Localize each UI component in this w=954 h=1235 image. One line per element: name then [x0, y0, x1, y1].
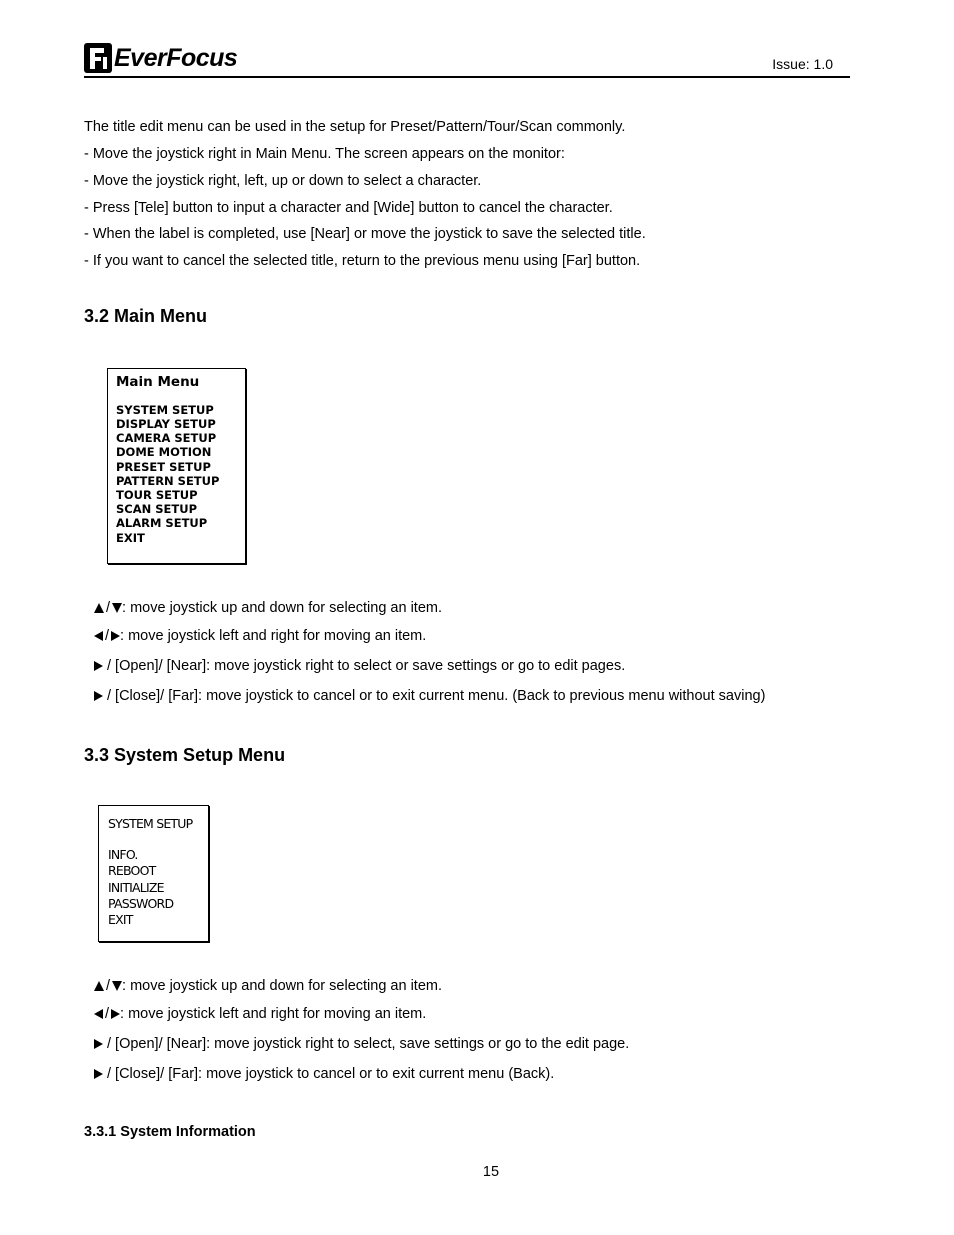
- down-triangle-icon: [112, 603, 122, 613]
- intro-line: - Move the joystick right in Main Menu. The screen appears on the monitor:: [84, 146, 565, 162]
- nav-instruction-up-down: / : move joystick up and down for selecting an item.: [94, 600, 442, 616]
- osd-item: PATTERN SETUP: [116, 474, 220, 488]
- page-number: 15: [482, 1164, 500, 1180]
- issue-number: Issue: 1.0: [772, 56, 833, 72]
- main-menu-osd: [107, 368, 246, 564]
- osd-item: TOUR SETUP: [116, 488, 198, 502]
- left-triangle-icon: [94, 1009, 103, 1019]
- osd-item: CAMERA SETUP: [116, 431, 217, 445]
- osd-item: DISPLAY SETUP: [116, 417, 216, 431]
- right-triangle-icon: [111, 1009, 120, 1019]
- everfocus-logo: [84, 42, 237, 74]
- down-triangle-icon: [112, 981, 122, 991]
- page-header: [84, 42, 850, 78]
- nav-instruction-open: / [Open]/ [Near]: move joystick right to select or save settings or go to edit pages.: [94, 658, 625, 674]
- nav-instruction-close: / [Close]/ [Far]: move joystick to cancel or to exit current menu (Back).: [94, 1066, 554, 1082]
- intro-line: - Move the joystick right, left, up or down to select a character.: [84, 173, 482, 189]
- up-triangle-icon: [94, 603, 104, 613]
- section-heading-main-menu: 3.2 Main Menu: [84, 306, 208, 326]
- intro-line: The title edit menu can be used in the setup for Preset/Pattern/Tour/Scan commonly.: [84, 119, 626, 135]
- osd-item: ALARM SETUP: [116, 516, 208, 530]
- osd-item: PRESET SETUP: [116, 460, 211, 474]
- nav-instruction-up-down: / : move joystick up and down for selecting an item.: [94, 978, 442, 994]
- osd-item: EXIT: [108, 912, 133, 927]
- osd-item: REBOOT: [108, 863, 156, 878]
- right-triangle-icon: [94, 1069, 103, 1079]
- intro-line: - Press [Tele] button to input a character and [Wide] button to cancel the character.: [84, 200, 613, 216]
- intro-line: - When the label is completed, use [Near] or move the joystick to save the selected title.: [84, 226, 646, 242]
- osd-title: Main Menu: [116, 374, 200, 390]
- nav-instruction-left-right: / : move joystick left and right for moving an item.: [94, 628, 426, 644]
- osd-item: DOME MOTION: [116, 445, 212, 459]
- osd-item: INFO.: [108, 847, 138, 862]
- nav-instruction-left-right: / : move joystick left and right for moving an item.: [94, 1006, 426, 1022]
- left-triangle-icon: [94, 631, 103, 641]
- logo-wordmark: EverFocus: [114, 43, 238, 72]
- right-triangle-icon: [94, 691, 103, 701]
- up-triangle-icon: [94, 981, 104, 991]
- system-setup-osd: [98, 805, 209, 942]
- section-heading-system-setup: 3.3 System Setup Menu: [84, 745, 286, 765]
- nav-instruction-open: / [Open]/ [Near]: move joystick right to select, save settings or go to the edit page.: [94, 1036, 629, 1052]
- right-triangle-icon: [94, 661, 103, 671]
- intro-line: - If you want to cancel the selected title, return to the previous menu using [Far] button.: [84, 253, 641, 269]
- osd-item: SYSTEM SETUP: [116, 403, 214, 417]
- subsection-heading-system-information: 3.3.1 System Information: [84, 1124, 256, 1140]
- osd-item: EXIT: [116, 531, 145, 545]
- everfocus-logo-icon: [84, 43, 112, 73]
- osd-item: SCAN SETUP: [116, 502, 197, 516]
- osd-title: SYSTEM SETUP: [108, 816, 193, 831]
- right-triangle-icon: [111, 631, 120, 641]
- nav-instruction-close: / [Close]/ [Far]: move joystick to cancel or to exit current menu. (Back to previous menu without saving): [94, 688, 765, 704]
- osd-item: INITIALIZE: [108, 880, 164, 895]
- osd-item: PASSWORD: [108, 896, 174, 911]
- right-triangle-icon: [94, 1039, 103, 1049]
